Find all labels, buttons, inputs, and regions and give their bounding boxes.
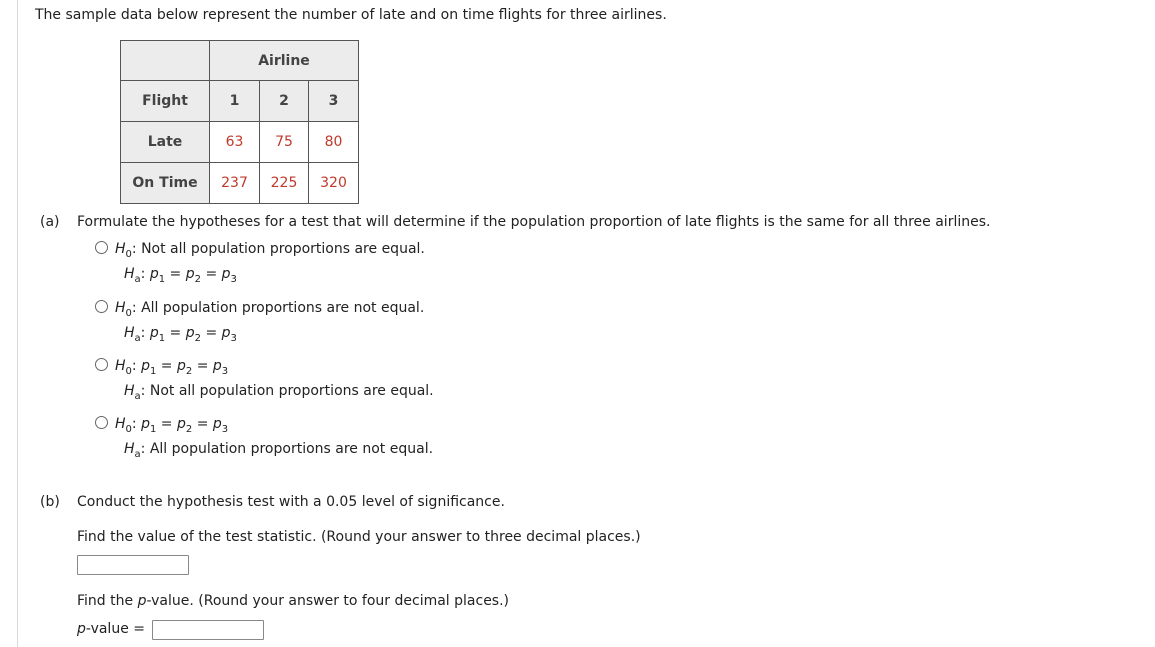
radio-button[interactable] xyxy=(95,358,108,371)
test-statistic-prompt: Find the value of the test statistic. (Round your answer to three decimal places.) xyxy=(77,529,641,545)
late-airline-2: 75 xyxy=(260,122,309,163)
option-4-ha: $H_a$: All population proportions are not equal. xyxy=(124,441,434,460)
pvalue-label-p: p xyxy=(77,621,86,637)
pvalue-label xyxy=(77,621,145,637)
airline-number-3: 3 xyxy=(309,81,359,122)
table-corner-cell xyxy=(121,41,210,81)
header-airline: Airline xyxy=(210,41,359,81)
pvalue-prompt-pre: Find the xyxy=(77,593,138,609)
intro-text: The sample data below represent the number of late and on time flights for three airlines. xyxy=(35,7,667,23)
option-2-h0-text: All population proportions are not equal. xyxy=(141,300,425,316)
part-b-text: Conduct the hypothesis test with a 0.05 level of significance. xyxy=(77,494,505,510)
hypothesis-option-4[interactable]: $H_0$: $p_1 = p_2 = p_3$ xyxy=(95,416,228,432)
option-1-ha: $H_a$: $p_1 = p_2 = p_3$ xyxy=(124,266,237,285)
radio-button[interactable] xyxy=(95,241,108,254)
part-a-letter: (a) xyxy=(40,214,60,230)
option-3-ha: $H_a$: Not all population proportions are equal. xyxy=(124,383,434,402)
option-3-ha-text: Not all population proportions are equal. xyxy=(149,383,434,399)
radio-button[interactable] xyxy=(95,416,108,429)
pvalue-label-rest: -value = xyxy=(85,621,145,637)
pvalue-prompt-post: -value. (Round your answer to four decimal places.) xyxy=(146,593,510,609)
airline-number-1: 1 xyxy=(210,81,260,122)
part-b-prompt xyxy=(40,494,505,510)
late-airline-3: 80 xyxy=(309,122,359,163)
ontime-airline-1: 237 xyxy=(210,163,260,204)
part-a-text: Formulate the hypotheses for a test that will determine if the population proportion of late flights is the same for all three airlines. xyxy=(77,214,991,230)
option-4-ha-text: All population proportions are not equal. xyxy=(149,441,434,457)
flights-table xyxy=(120,40,359,204)
part-a-prompt xyxy=(40,214,990,230)
late-airline-1: 63 xyxy=(210,122,260,163)
part-b-letter: (b) xyxy=(40,494,60,510)
airline-number-2: 2 xyxy=(260,81,309,122)
option-2-ha: $H_a$: $p_1 = p_2 = p_3$ xyxy=(124,325,237,344)
hypothesis-option-2[interactable]: $H_0$: All population proportions are not equal. xyxy=(95,300,424,316)
row-label-late: Late xyxy=(121,122,210,163)
pvalue-prompt-p: p xyxy=(137,593,147,609)
pvalue-prompt xyxy=(77,593,509,609)
row-label-on-time: On Time xyxy=(121,163,210,204)
table-row xyxy=(121,163,359,204)
ontime-airline-2: 225 xyxy=(260,163,309,204)
table-row xyxy=(121,122,359,163)
pvalue-input[interactable] xyxy=(152,620,264,640)
test-statistic-input[interactable] xyxy=(77,555,189,575)
option-1-h0-text: Not all population proportions are equal. xyxy=(141,241,425,257)
header-flight: Flight xyxy=(121,81,210,122)
ontime-airline-3: 320 xyxy=(309,163,359,204)
hypothesis-option-3[interactable]: $H_0$: $p_1 = p_2 = p_3$ xyxy=(95,358,228,374)
hypothesis-option-1[interactable]: $H_0$: Not all population proportions are equal. xyxy=(95,241,425,257)
left-border-line xyxy=(17,0,18,647)
radio-button[interactable] xyxy=(95,300,108,313)
